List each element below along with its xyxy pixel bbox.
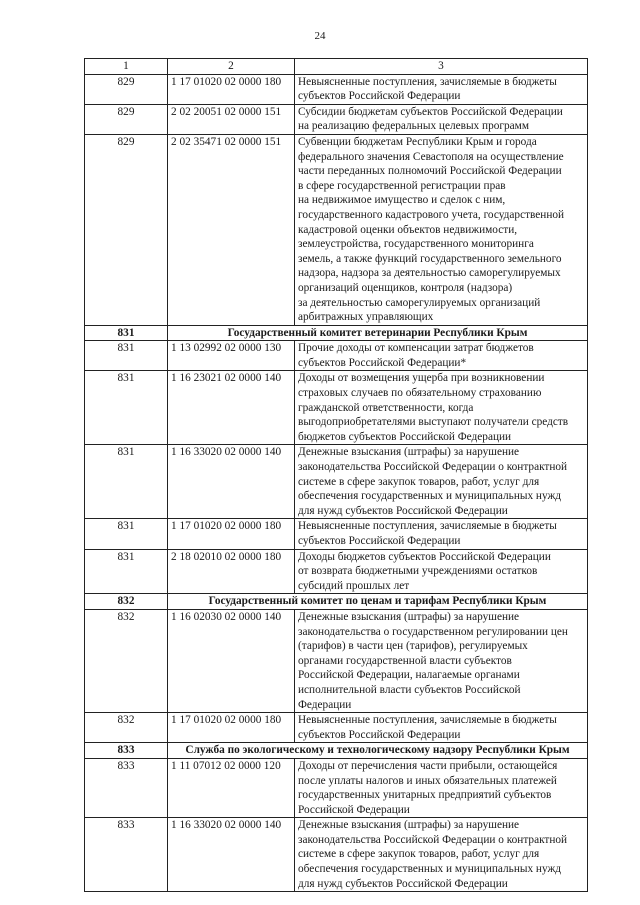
description-line: надзора, надзора за деятельностью саморегулируемых [298, 267, 561, 280]
description-line: законодательства Российской Федерации о контрактной [298, 461, 568, 474]
administrator-name: Государственный комитет по ценам и тарифам Республики Крым [168, 594, 588, 610]
admin-code: 833 [85, 743, 168, 759]
description-line: Российской Федерации [298, 803, 410, 816]
description-line: части переданных полномочий Российской Федерации [298, 165, 562, 178]
budget-classification-code: 1 17 01020 02 0000 180 [168, 519, 295, 549]
budget-classification-code: 1 17 01020 02 0000 180 [168, 74, 295, 104]
table-row [85, 341, 588, 371]
group-header-row [85, 743, 588, 759]
budget-classification-code: 1 13 02992 02 0000 130 [168, 341, 295, 371]
revenue-codes-table [84, 58, 588, 892]
description-line: законодательства Российской Федерации о контрактной [298, 833, 568, 846]
description-line: земель, а также функций государственного земельного [298, 252, 562, 265]
revenue-description [295, 758, 588, 817]
table-row [85, 549, 588, 594]
description-line: от возврата бюджетными учреждениями остатков [298, 565, 538, 578]
description-line: кадастровой оценки объектов недвижимости, [298, 223, 518, 236]
admin-code: 832 [85, 713, 168, 743]
group-header-row [85, 594, 588, 610]
budget-classification-code: 1 16 33020 02 0000 140 [168, 818, 295, 892]
table-row [85, 609, 588, 712]
description-line: (тарифов) в части цен (тарифов), регулируемых [298, 640, 528, 653]
description-line: Денежные взыскания (штрафы) за нарушение [298, 819, 520, 832]
budget-classification-code: 1 16 23021 02 0000 140 [168, 371, 295, 445]
revenue-description [295, 341, 588, 371]
description-line: обеспечения государственных и муниципальных нужд [298, 863, 562, 876]
description-line: на реализацию федеральных целевых программ [298, 120, 529, 133]
table-row [85, 134, 588, 325]
table-header-row [85, 59, 588, 75]
description-line: федерального значения Севастополя на осуществление [298, 150, 564, 163]
revenue-description [295, 609, 588, 712]
description-line: субъектов Российской Федерации [298, 535, 461, 547]
description-line: Невыясненные поступления, зачисляемые в бюджеты [298, 75, 557, 88]
admin-code: 829 [85, 134, 168, 325]
description-line: за деятельностью саморегулируемых организаций [298, 296, 541, 309]
revenue-description [295, 818, 588, 892]
revenue-description [295, 134, 588, 325]
page-number: 24 [314, 30, 326, 42]
table-row [85, 74, 588, 104]
description-line: государственного кадастрового учета, государственной [298, 208, 565, 221]
description-line: для нужд субъектов Российской Федерации [298, 877, 508, 890]
table-body [85, 59, 588, 892]
description-line: Доходы от перечисления части прибыли, остающейся [298, 759, 558, 772]
description-line: Невыясненные поступления, зачисляемые в бюджеты [298, 714, 557, 727]
admin-code: 831 [85, 325, 168, 341]
description-line: в сфере государственной регистрации прав [298, 179, 506, 192]
admin-code: 831 [85, 519, 168, 549]
admin-code: 832 [85, 594, 168, 610]
table-row [85, 713, 588, 743]
budget-classification-code: 2 18 02010 02 0000 180 [168, 549, 295, 594]
description-line: Доходы бюджетов субъектов Российской Федерации [298, 550, 551, 563]
description-line: Прочие доходы от компенсации затрат бюджетов [298, 342, 534, 355]
description-line: страховых случаев по обязательному страхованию [298, 387, 542, 400]
description-line: государственных унитарных предприятий субъектов [298, 789, 552, 802]
group-header-row [85, 325, 588, 341]
table-row [85, 445, 588, 519]
column-header-3: 3 [295, 59, 588, 75]
admin-code: 831 [85, 341, 168, 371]
budget-classification-code: 2 02 20051 02 0000 151 [168, 104, 295, 134]
description-line: выгодоприобретателями выступают получатели средств [298, 416, 569, 429]
description-line: субъектов Российской Федерации* [298, 356, 467, 369]
description-line: Денежные взыскания (штрафы) за нарушение [298, 446, 520, 459]
description-line: субсидий прошлых лет [298, 579, 410, 592]
description-line: после уплаты налогов и иных обязательных платежей [298, 774, 557, 787]
description-line: Субвенции бюджетам Республики Крым и города [298, 135, 537, 148]
description-line: системе в сфере закупок товаров, работ, услуг для [298, 475, 540, 488]
budget-classification-code: 1 11 07012 02 0000 120 [168, 758, 295, 817]
description-line: для нужд субъектов Российской Федерации [298, 504, 508, 517]
column-header-1: 1 [85, 59, 168, 75]
description-line: субъектов Российской Федерации [298, 90, 461, 103]
description-line: бюджетов субъектов Российской Федерации [298, 430, 512, 443]
description-line: арбитражных управляющих [298, 311, 434, 324]
description-line: органами государственной власти субъектов [298, 654, 512, 667]
revenue-description [295, 445, 588, 519]
revenue-description [295, 713, 588, 743]
description-line: гражданской ответственности, когда [298, 401, 474, 414]
budget-classification-code: 1 16 33020 02 0000 140 [168, 445, 295, 519]
admin-code: 831 [85, 445, 168, 519]
admin-code: 833 [85, 758, 168, 817]
admin-code: 832 [85, 609, 168, 712]
admin-code: 831 [85, 549, 168, 594]
administrator-name: Государственный комитет ветеринарии Республики Крым [168, 325, 588, 341]
description-line: обеспечения государственных и муниципальных нужд [298, 490, 562, 503]
table-row [85, 519, 588, 549]
description-line: Федерации [298, 698, 352, 711]
column-header-2: 2 [168, 59, 295, 75]
revenue-description [295, 519, 588, 549]
revenue-description [295, 104, 588, 134]
description-line: Российской Федерации, налагаемые органами [298, 669, 520, 682]
table-row [85, 758, 588, 817]
description-line: законодательства о государственном регулировании цен [298, 625, 568, 638]
budget-classification-code: 1 17 01020 02 0000 180 [168, 713, 295, 743]
budget-classification-code: 2 02 35471 02 0000 151 [168, 134, 295, 325]
description-line: Денежные взыскания (штрафы) за нарушение [298, 610, 520, 623]
admin-code: 831 [85, 371, 168, 445]
administrator-name: Служба по экологическому и технологическому надзору Республики Крым [168, 743, 588, 759]
description-line: субъектов Российской Федерации [298, 728, 461, 741]
description-line: Доходы от возмещения ущерба при возникновении [298, 372, 545, 385]
description-line: землеустройства, государственного мониторинга [298, 238, 534, 251]
description-line: организаций оценщиков, контроля (надзора) [298, 281, 513, 294]
table-row [85, 818, 588, 892]
revenue-description [295, 549, 588, 594]
description-line: Невыясненные поступления, зачисляемые в бюджеты [298, 520, 557, 533]
budget-classification-code: 1 16 02030 02 0000 140 [168, 609, 295, 712]
admin-code: 829 [85, 104, 168, 134]
table-row [85, 371, 588, 445]
description-line: на недвижимое имущество и сделок с ним, [298, 194, 506, 207]
revenue-description [295, 371, 588, 445]
table-row [85, 104, 588, 134]
admin-code: 833 [85, 818, 168, 892]
description-line: исполнительной власти субъектов Российской [298, 683, 521, 696]
admin-code: 829 [85, 74, 168, 104]
revenue-description [295, 74, 588, 104]
description-line: системе в сфере закупок товаров, работ, услуг для [298, 848, 540, 861]
description-line: Субсидии бюджетам субъектов Российской Федерации [298, 105, 563, 118]
